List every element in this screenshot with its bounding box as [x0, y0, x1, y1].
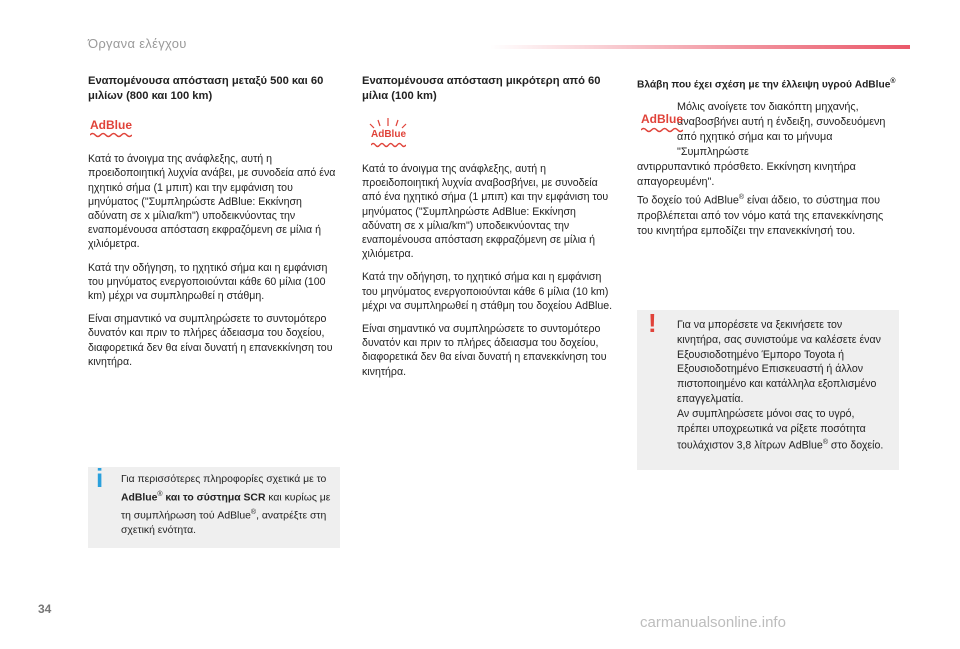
- section-title-1: Εναπομένουσα απόσταση μεταξύ 500 και 60 μιλίων (800 και 100 km): [88, 75, 324, 102]
- info-box: [88, 463, 340, 548]
- paragraph: Κατά το άνοιγμα της ανάφλεξης, αυτή η προειδοποιητική λυχνία αναβοσβήνει, με συνοδεία από ένα ηχητικό σήμα (1 μπιπ) και την εμφάνιση του μηνύματος ("Συμπληρώστε AdBlue: Εκκίνηση αδύνατη σε x μίλια/km") υποδεικνύοντας την εναπομένουσα απόσταση εκφραζόμενη σε μίλια ή χιλιόμετρα.: [362, 163, 609, 261]
- info-icon: i: [96, 463, 104, 493]
- column-2: [362, 74, 617, 388]
- warning-icon: !: [648, 308, 657, 338]
- info-text: Για περισσότερες πληροφορίες σχετικά με το AdBlue® και το σύστημα SCR και κυρίως με τη συμπλήρωση τού AdBlue®, ανατρέξτε στη σχετική ενότητα.: [121, 474, 331, 536]
- warning-text: Για να μπορέσετε να ξεκινήσετε τον κινητήρα, σας συνιστούμε να καλέσετε έναν Εξουσιοδοτημένο Έμπορο Toyota ή Εξουσιοδοτημένο Επισκευαστή ή άλλον πιστοποιημένο και κατάλληλα εξοπλισμένο επαγγελματία. Αν συμπληρώσετε μόνοι σας το υγρό, πρέπει υποχρεωτικά να ρίξετε ποσότητα τουλάχιστον 3,8 λίτρων AdBlue® στο δοχείο.: [677, 319, 884, 452]
- adblue-warning-icon: AdBlue: [90, 118, 132, 138]
- page-header-title: Όργανα ελέγχου: [88, 36, 187, 51]
- adblue-fault-icon: AdBlue: [641, 112, 683, 132]
- header-accent-bar: [490, 45, 910, 49]
- paragraph: Κατά την οδήγηση, το ηχητικό σήμα και η εμφάνιση του μηνύματος ενεργοποιούνται κάθε 6 μίλια (10 km) μέχρι να συμπληρωθεί η στάθμη του δοχείου AdBlue.: [362, 271, 613, 312]
- paragraph: Είναι σημαντικό να συμπληρώσετε το συντομότερο δυνατόν και πριν το πλήρες άδειασμα του δοχείου, διαφορετικά δεν θα είναι δυνατή η επανεκκίνηση του κινητήρα.: [362, 323, 607, 378]
- section-title-2: Εναπομένουσα απόσταση μικρότερη από 60 μίλια (100 km): [362, 75, 601, 102]
- paragraph: Είναι σημαντικό να συμπληρώσετε το συντομότερο δυνατόν και πριν το πλήρες άδειασμα του δοχείου, διαφορετικά δεν θα είναι δυνατή η επανεκκίνηση του κινητήρα.: [88, 313, 333, 368]
- column-3: [637, 74, 899, 239]
- section-title-3: Βλάβη που έχει σχέση με την έλλειψη υγρού AdBlue®: [637, 78, 896, 91]
- paragraph: Μόλις ανοίγετε τον διακόπτη μηχανής, αναβοσβήνει αυτή η ένδειξη, συνοδευόμενη από ηχητικό σήμα και το μήνυμα "Συμπληρώστε: [677, 101, 886, 159]
- page-number: 34: [38, 602, 52, 616]
- paragraph: Κατά την οδήγηση, το ηχητικό σήμα και η εμφάνιση του μηνύματος ενεργοποιούνται κάθε 60 μίλια (100 km) μέχρι να συμπληρωθεί η στάθμη.: [88, 261, 328, 303]
- adblue-flashing-icon: AdBlue: [366, 116, 410, 150]
- watermark: carmanualsonline.info: [640, 614, 786, 631]
- paragraph: Το δοχείο τού AdBlue® είναι άδειο, το σύστημα που προβλέπεται από τον νόμο κατά της επανεκκίνησης του κινητήρα εμποδίζει την επανεκκίνησή του.: [637, 194, 884, 237]
- warning-box: [637, 310, 899, 470]
- paragraph: Κατά το άνοιγμα της ανάφλεξης, αυτή η προειδοποιητική λυχνία ανάβει, με συνοδεία από ένα ηχητικό σήμα (1 μπιπ) και την εμφάνιση του μηνύματος ("Συμπληρώστε AdBlue: Εκκίνηση αδύνατη σε x μίλια/km") υποδεικνύοντας την εναπομένουσα απόσταση εκφραζόμενη σε μίλια ή χιλιόμετρα.: [88, 153, 336, 251]
- column-1: [88, 74, 343, 378]
- paragraph: αντιρρυπαντικό πρόσθετο. Εκκίνηση κινητήρα απαγορευμένη".: [637, 161, 856, 189]
